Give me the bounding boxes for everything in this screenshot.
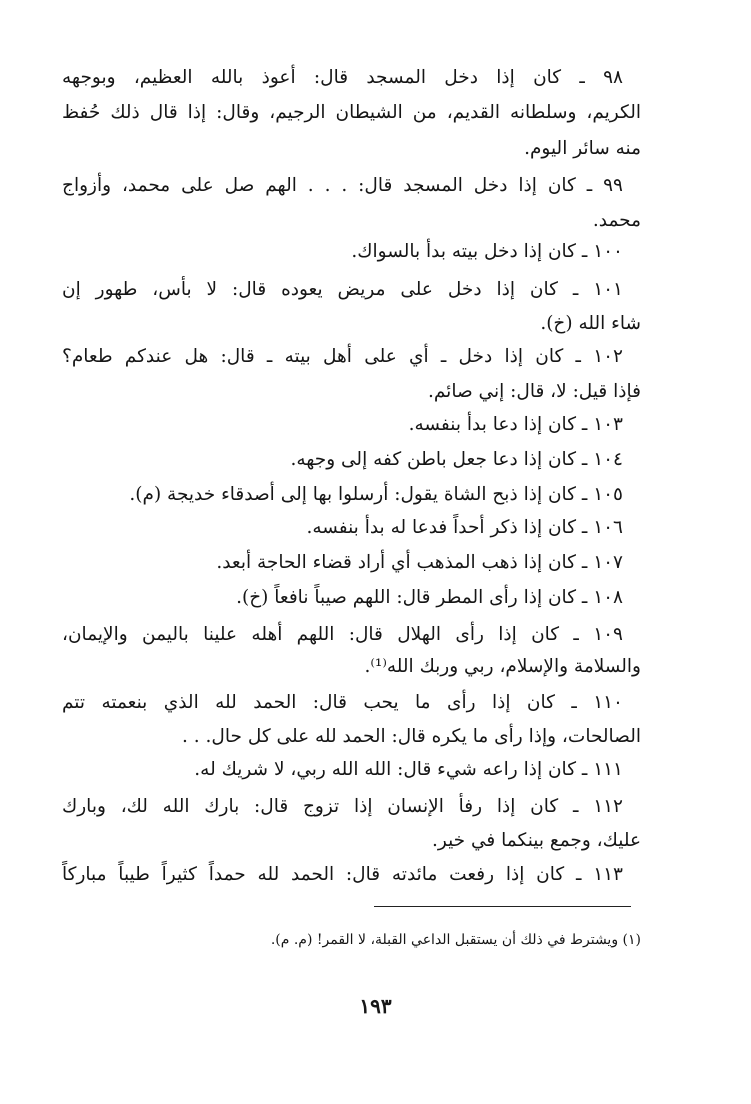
footnote-divider (374, 906, 631, 907)
text-line: ١٠١ ـ كان إذا دخل على مريض يعوده قال: لا بأس، طهور إن (62, 279, 623, 300)
page-number: ١٩٣ (359, 994, 392, 1018)
text-line: عليك، وجمع بينكما في خير. (432, 830, 641, 851)
text-line: منه سائر اليوم. (524, 138, 641, 159)
text-line: ١٠٩ ـ كان إذا رأى الهلال قال: اللهم أهله علينا باليمن والإيمان، (62, 624, 623, 645)
text-line: ١٠٤ ـ كان إذا دعا جعل باطن كفه إلى وجهه. (290, 449, 623, 470)
text-line: ١٠٦ ـ كان إذا ذكر أحداً فدعا له بدأ بنفسه. (306, 517, 623, 538)
text-line: ١١١ ـ كان إذا راعه شيء قال: الله الله ربي، لا شريك له. (194, 759, 623, 780)
text-line: شاء الله (خ). (540, 313, 641, 334)
text-line: ١٠٢ ـ كان إذا دخل ـ أي على أهل بيته ـ قال: هل عندكم طعام؟ (62, 346, 623, 367)
text-line: ١٠٣ ـ كان إذا دعا بدأ بنفسه. (408, 414, 623, 435)
text-line: الكريم، وسلطانه القديم، من الشيطان الرجيم، وقال: إذا قال ذلك حُفظ (62, 102, 641, 123)
text-line: ١١٢ ـ كان إذا رفأ الإنسان إذا تزوج قال: بارك الله لك، وبارك (62, 796, 623, 817)
text-line: ١١٣ ـ كان إذا رفعت مائدته قال: الحمد لله حمداً كثيراً طيباً مباركاً (62, 864, 623, 885)
text-line: ١١٠ ـ كان إذا رأى ما يحب قال: الحمد لله الذي بنعمته تتم (62, 692, 623, 713)
text-line: ٩٨ ـ كان إذا دخل المسجد قال: أعوذ بالله العظيم، وبوجهه (62, 67, 623, 88)
text-line: محمد. (592, 210, 641, 231)
text-line: ١٠٨ ـ كان إذا رأى المطر قال: اللهم صيباً نافعاً (خ). (236, 587, 623, 608)
text-line: الصالحات، وإذا رأى ما يكره قال: الحمد لله على كل حال. . . (182, 726, 641, 747)
text-line: والسلامة والإسلام، ربي وربك الله⁽¹⁾. (364, 656, 641, 677)
text-line: ٩٩ ـ كان إذا دخل المسجد قال: . . . الهم صل على محمد، وأزواج (62, 175, 623, 196)
text-line: فإذا قيل: لا، قال: إني صائم. (427, 381, 641, 402)
footnote: (١) ويشترط في ذلك أن يستقبل الداعي القبلة، لا القمر! (م. م). (270, 932, 641, 948)
text-line: ١٠٧ ـ كان إذا ذهب المذهب أي أراد قضاء الحاجة أبعد. (216, 552, 623, 573)
text-line: ١٠٠ ـ كان إذا دخل بيته بدأ بالسواك. (351, 241, 623, 262)
text-line: ١٠٥ ـ كان إذا ذبح الشاة يقول: أرسلوا بها إلى أصدقاء خديجة (م). (129, 484, 623, 505)
